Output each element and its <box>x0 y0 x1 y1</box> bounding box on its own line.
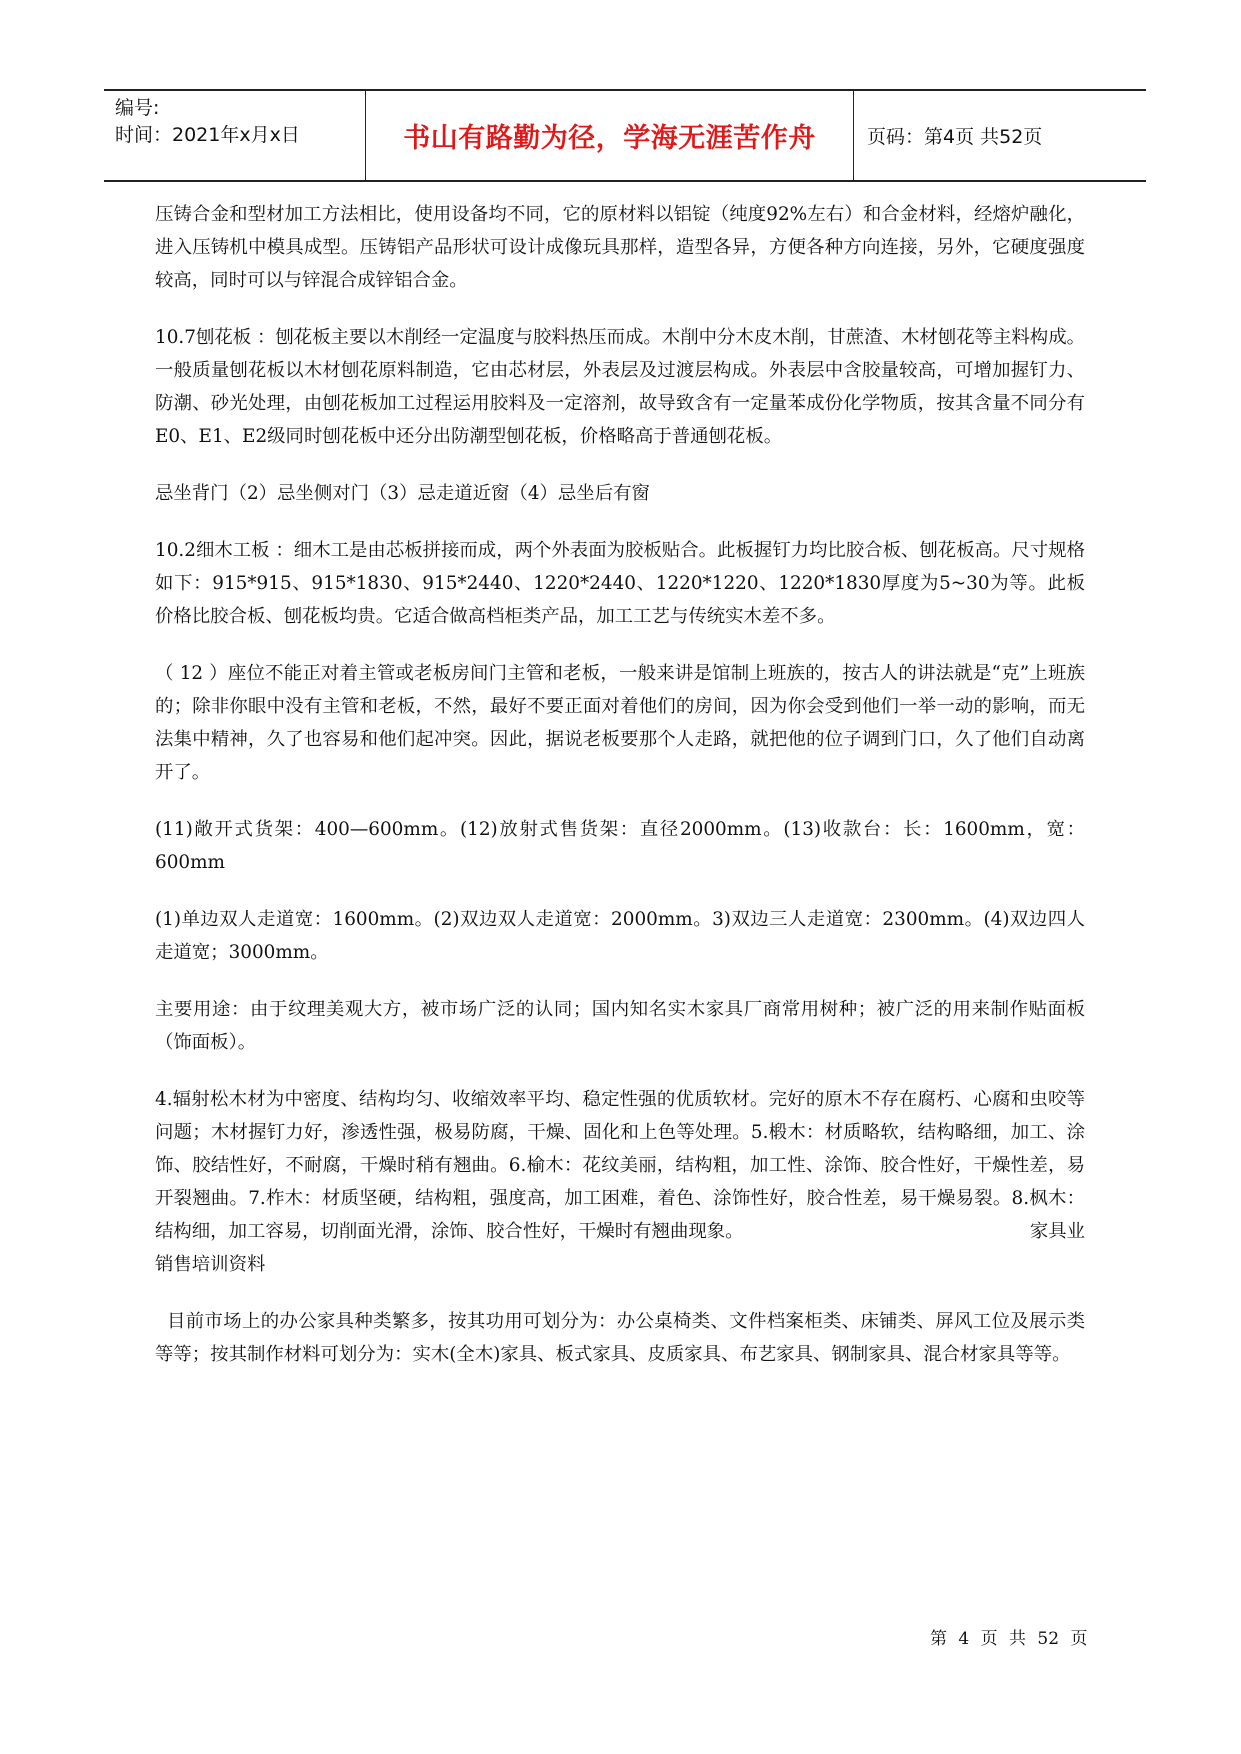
number-label: 编号: <box>115 97 160 119</box>
paragraph-wood-types <box>155 1083 1085 1248</box>
time-label: 时间：2021年x月x日 <box>115 124 300 146</box>
paragraph-die-casting: 压铸合金和型材加工方法相比，使用设备均不同，它的原材料以铝锭（纯度92%左右）和合金材料，经熔炉融化，进入压铸机中模具成型。压铸铝产品形状可设计成像玩具那样，造型各异，方便各种方向连接，另外，它硬度强度较高，同时可以与锌混合成锌铝合金。 <box>155 204 1085 291</box>
paragraph-training-material: 销售培训资料 <box>155 1254 266 1275</box>
paragraph-particle-board: 10.7刨花板 ：刨花板主要以木削经一定温度与胶料热压而成。木削中分木皮木削，甘蔗渣、木材刨花等主料构成。一般质量刨花板以木材刨花原料制造，它由芯材层，外表层及过渡层构成。外表层中含胶量较高，可增加握钉力、防潮、砂光处理，由刨花板加工过程运用胶料及一定溶剂，故导致含有一定量苯成份化学物质，按其含量不同分有E0、E1、E2级同时刨花板中还分出防潮型刨花板，价格略高于普通刨花板。 <box>155 327 1085 447</box>
page-footer: 第 4 页 共 52 页 <box>930 1629 1088 1649</box>
document-body <box>155 198 1085 1395</box>
header-page-label: 页码：第4页 共52页 <box>867 126 1043 148</box>
paragraph-office-furniture: 目前市场上的办公家具种类繁多，按其功用可划分为：办公桌椅类、文件档案柜类、床铺类、屏风工位及展示类等等；按其制作材料可划分为：实木(全木)家具、板式家具、皮质家具、布艺家具、钢制家具、混合材家具等等。 <box>155 1311 1085 1365</box>
wood-types-text: 4.辐射松木材为中密度、结构均匀、收缩效率平均、稳定性强的优质软材。完好的原木不存在腐朽、心腐和虫咬等问题；木材握钉力好，渗透性强，极易防腐，干燥、固化和上色等处理。5.椴木：材质略软，结构略细，加工、涂饰、胶结性好，不耐腐，干燥时稍有翘曲。6.榆木：花纹美丽，结构粗，加工性、涂饰、胶合性好，干燥性差，易开裂翘曲。7.柞木：材质坚硬，结构粗，强度高，加工困难，着色、涂饰性好，胶合性差，易干燥易裂。8.枫木：结构细，加工容易，切削面光滑，涂饰、胶合性好，干燥时有翘曲现象。 <box>155 1089 1085 1242</box>
paragraph-shelf-sizes: (11)敞开式货架：400—600mm。(12)放射式售货架：直径2000mm。(13)收款台：长：1600mm，宽：600mm <box>155 819 1085 873</box>
paragraph-seating-taboos: 忌坐背门（2）忌坐侧对门（3）忌走道近窗（4）忌坐后有窗 <box>155 483 650 504</box>
page-header <box>104 89 1146 182</box>
paragraph-aisle-widths: (1)单边双人走道宽：1600mm。(2)双边双人走道宽：2000mm。3)双边三人走道宽：2300mm。(4)双边四人走道宽；3000mm。 <box>155 909 1085 963</box>
section-tag: 家具业 <box>1029 1221 1085 1242</box>
paragraph-seat-position: （ 12 ）座位不能正对着主管或老板房间门主管和老板，一般来讲是馆制上班族的，按古人的讲法就是“克”上班族的；除非你眼中没有主管和老板，不然，最好不要正面对着他们的房间，因为你会受到他们一举一动的影响，而无法集中精神，久了也容易和他们起冲突。因此，据说老板要那个人走路，就把他的位子调到门口，久了他们自动离开了。 <box>155 663 1085 783</box>
paragraph-blockboard: 10.2细木工板 ：细木工是由芯板拼接而成，两个外表面为胶板贴合。此板握钉力均比胶合板、刨花板高。尺寸规格如下：915*915、915*1830、915*2440、1220*2440、1220*1220、1220*1830厚度为5~30为等。此板价格比胶合板、刨花板均贵。它适合做高档柜类产品，加工工艺与传统实木差不多。 <box>155 540 1085 627</box>
header-meta <box>104 91 366 180</box>
header-motto: 书山有路勤为径，学海无涯苦作舟 <box>366 91 854 180</box>
paragraph-main-use: 主要用途：由于纹理美观大方，被市场广泛的认同；国内知名实木家具厂商常用树种；被广泛的用来制作贴面板（饰面板）。 <box>155 999 1085 1053</box>
